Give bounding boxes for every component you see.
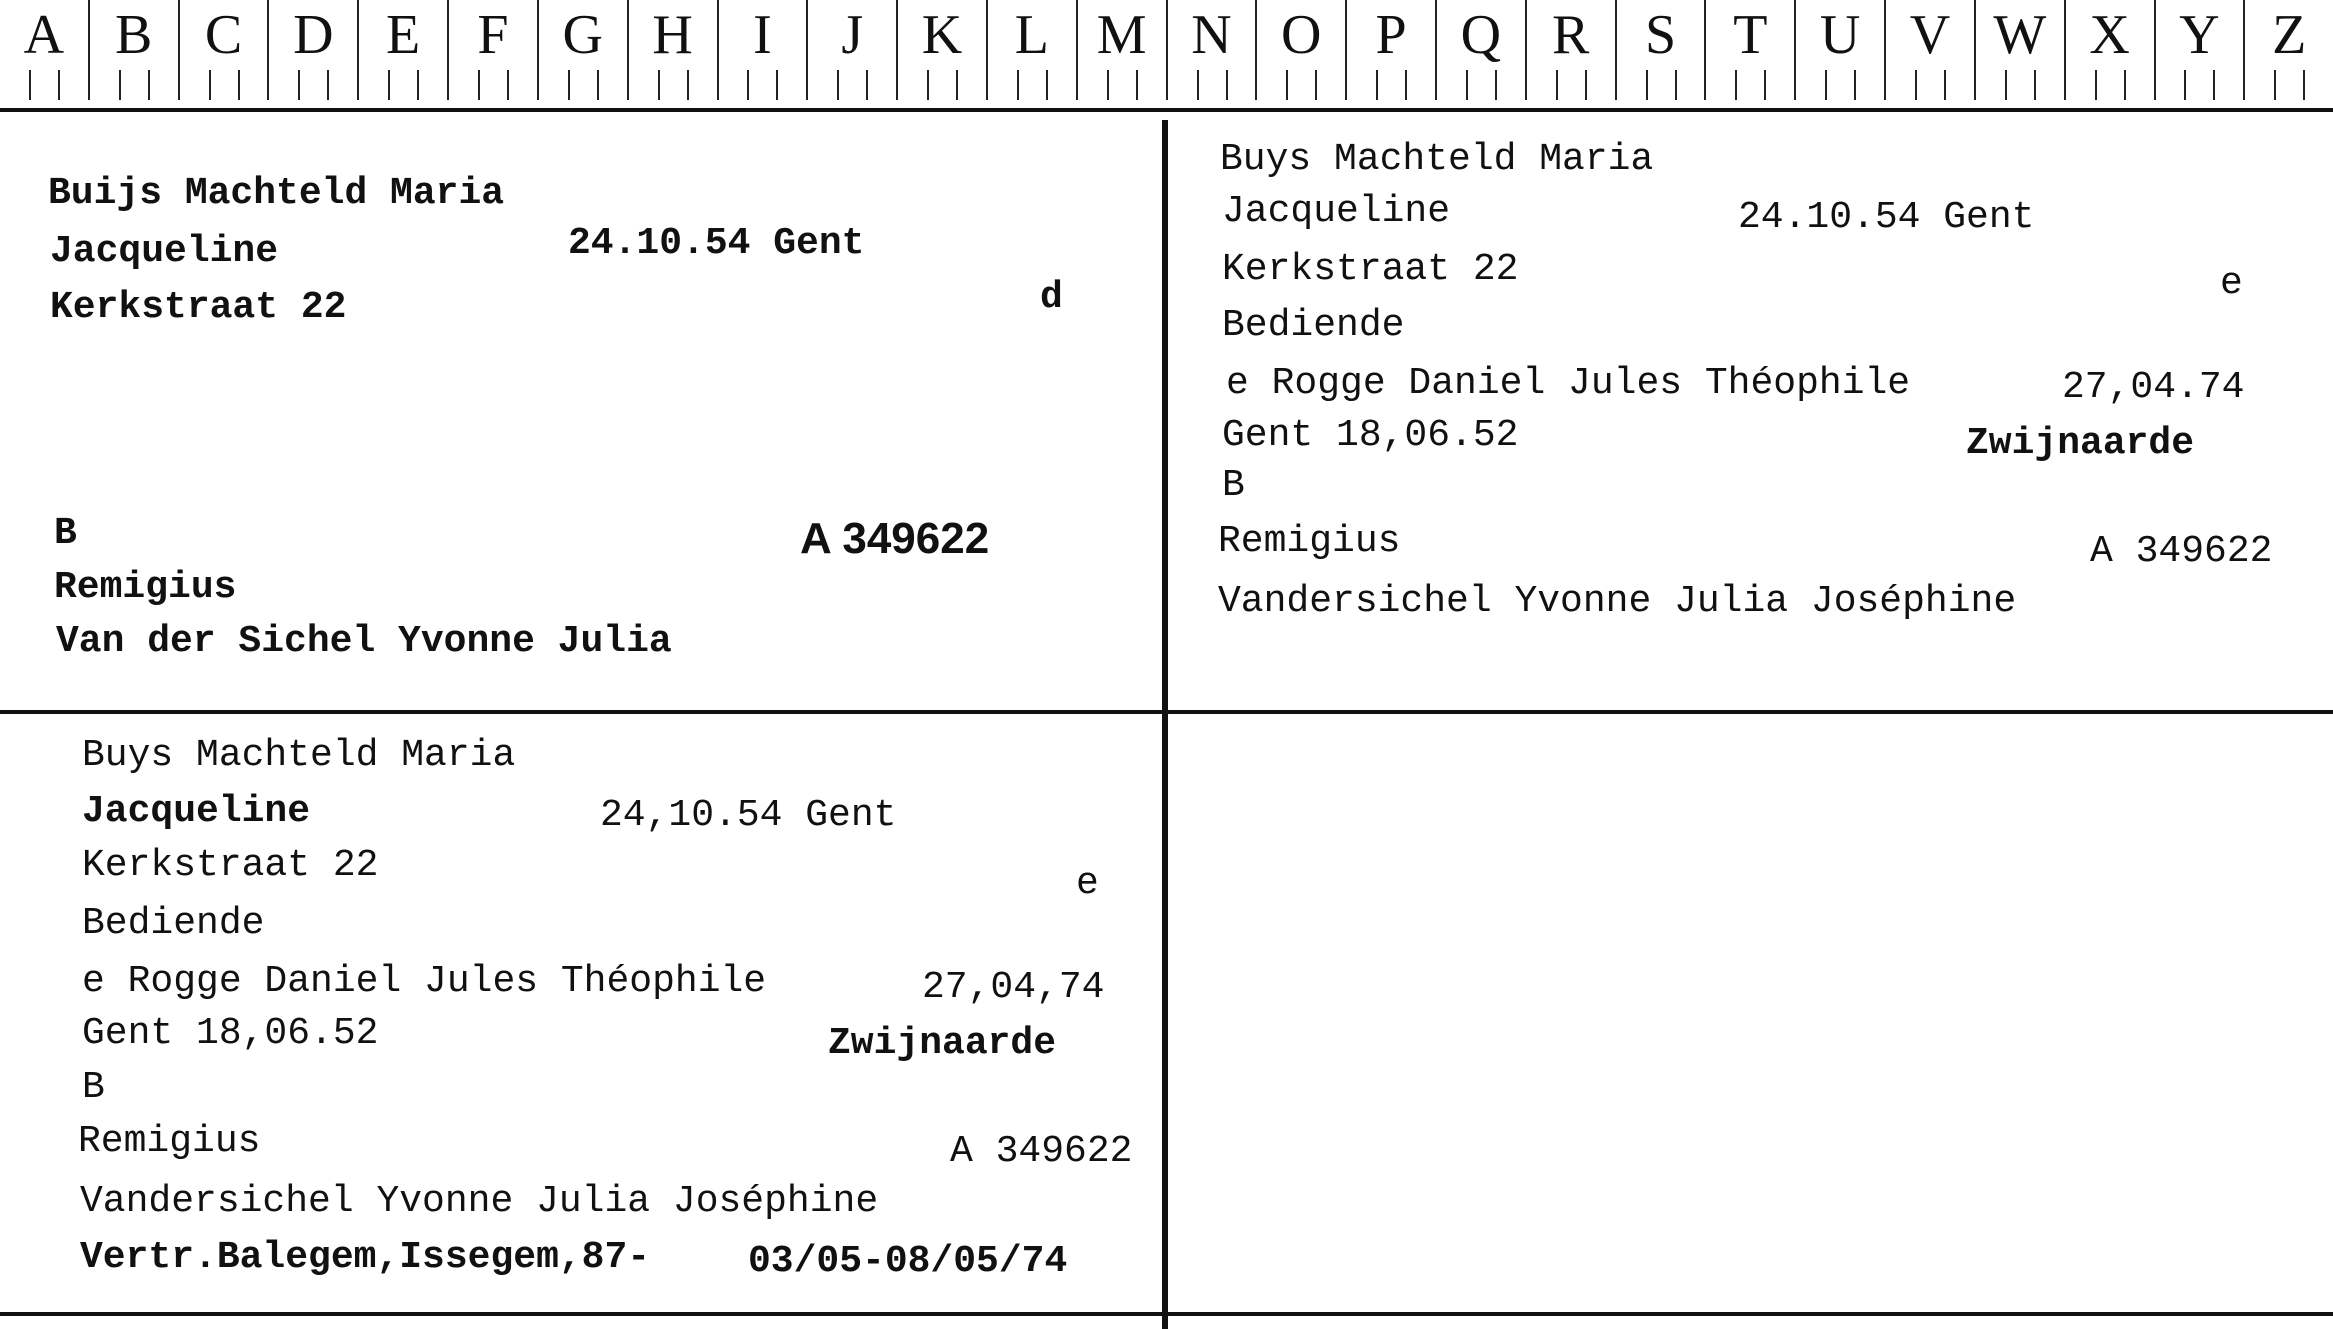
occupation: Bediende	[82, 902, 265, 945]
alphabet-letter-l: L	[986, 0, 1076, 100]
birth-date-place: 24,10.54 Gent	[600, 794, 897, 837]
mother-name: Vandersichel Yvonne Julia Joséphine	[80, 1180, 879, 1223]
registry-code: B	[1222, 464, 1245, 507]
spouse-birth: Gent 18,06.52	[1222, 414, 1519, 457]
address: Kerkstraat 22	[50, 286, 347, 329]
status-mark: e	[2220, 262, 2243, 305]
alphabet-letter-g: G	[537, 0, 627, 100]
registry-number: A 349622	[2090, 530, 2273, 573]
alphabet-letter-q: Q	[1435, 0, 1525, 100]
name-line: Buijs Machteld Maria	[48, 172, 505, 215]
birth-date-place: 24.10.54 Gent	[1738, 196, 2035, 239]
registry-code: B	[54, 512, 77, 555]
departure-dates: 03/05-08/05/74	[748, 1240, 1068, 1283]
marriage-place: Zwijnaarde	[1966, 422, 2195, 465]
alphabet-letter-x: X	[2064, 0, 2154, 100]
alphabet-letter-y: Y	[2154, 0, 2244, 100]
spouse-name: e Rogge Daniel Jules Théophile	[1226, 362, 1911, 405]
spouse-name: e Rogge Daniel Jules Théophile	[82, 960, 767, 1003]
occupation: Bediende	[1222, 304, 1405, 347]
alphabet-letter-r: R	[1525, 0, 1615, 100]
alphabet-letter-e: E	[357, 0, 447, 100]
alphabet-letter-o: O	[1255, 0, 1345, 100]
marriage-date: 27,04.74	[2062, 366, 2245, 409]
vertical-divider	[1162, 120, 1168, 1329]
spouse-birth: Gent 18,06.52	[82, 1012, 379, 1055]
alphabet-letter-b: B	[88, 0, 178, 100]
alphabet-letter-k: K	[896, 0, 986, 100]
father-name: Remigius	[1218, 520, 1401, 563]
given-name: Jacqueline	[82, 790, 311, 833]
registry-number: A 349622	[950, 1130, 1133, 1173]
mother-name: Van der Sichel Yvonne Julia	[56, 620, 672, 663]
status-mark: e	[1076, 862, 1099, 905]
departure-note: Vertr.Balegem,Issegem,87-	[80, 1236, 651, 1279]
father-name: Remigius	[54, 566, 237, 609]
horizontal-divider	[0, 710, 2333, 714]
given-name: Jacqueline	[50, 230, 279, 273]
name-line: Buys Machteld Maria	[1220, 138, 1654, 181]
status-mark: d	[1040, 276, 1063, 319]
alphabet-letter-v: V	[1884, 0, 1974, 100]
address: Kerkstraat 22	[82, 844, 379, 887]
alphabet-letter-s: S	[1615, 0, 1705, 100]
address: Kerkstraat 22	[1222, 248, 1519, 291]
mother-name: Vandersichel Yvonne Julia Joséphine	[1218, 580, 2017, 623]
alphabet-letter-j: J	[806, 0, 896, 100]
alphabet-letter-p: P	[1345, 0, 1435, 100]
given-name: Jacqueline	[1222, 190, 1451, 233]
name-line: Buys Machteld Maria	[82, 734, 516, 777]
birth-date-place: 24.10.54 Gent	[568, 222, 865, 265]
father-name: Remigius	[78, 1120, 261, 1163]
alphabet-index-bar	[0, 0, 2333, 112]
registry-number: A 349622	[800, 514, 990, 563]
registry-code: B	[82, 1066, 105, 1109]
alphabet-letter-n: N	[1166, 0, 1256, 100]
bottom-divider	[0, 1312, 2333, 1316]
marriage-place: Zwijnaarde	[828, 1022, 1057, 1065]
marriage-date: 27,04,74	[922, 966, 1105, 1009]
alphabet-letter-z: Z	[2243, 0, 2333, 100]
alphabet-letter-u: U	[1794, 0, 1884, 100]
alphabet-letter-w: W	[1974, 0, 2064, 100]
alphabet-letter-f: F	[447, 0, 537, 100]
alphabet-letter-m: M	[1076, 0, 1166, 100]
alphabet-letter-i: I	[717, 0, 807, 100]
alphabet-letter-t: T	[1704, 0, 1794, 100]
alphabet-letter-d: D	[267, 0, 357, 100]
alphabet-letter-h: H	[627, 0, 717, 100]
alphabet-letter-a: A	[0, 0, 88, 100]
alphabet-letter-c: C	[178, 0, 268, 100]
